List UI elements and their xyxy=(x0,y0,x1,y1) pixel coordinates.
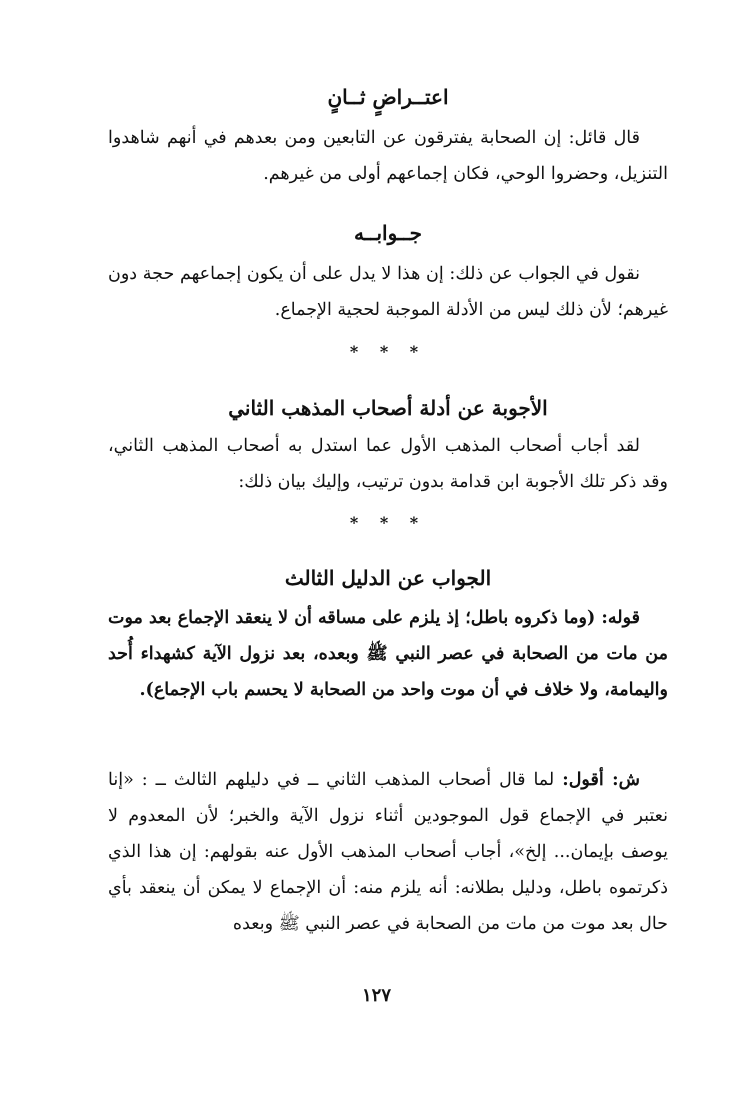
separator-stars: * * * xyxy=(349,342,427,361)
commentary-paragraph xyxy=(108,762,668,942)
objection-paragraph: قال قائل: إن الصحابة يفترقون عن التابعين ومن بعدهم في أنهم شاهدوا التنزيل، وحضروا الوحي، فكان إجماعهم أولى من غيرهم. xyxy=(108,128,668,184)
quote-paragraph: قوله: (وما ذكروه باطل؛ إذ يلزم على مساقه أن لا ينعقد الإجماع بعد موت من مات من الصحابة في عصر النبي ﷺ وبعده، بعد نزول الآية كشهداء أُحد واليمامة، ولا خلاف في أن موت واحد من الصحابة لا يحسم باب الإجماع). xyxy=(108,608,668,700)
third-evidence-heading: الجواب عن الدليل الثالث xyxy=(284,566,492,590)
replies-paragraph: لقد أجاب أصحاب المذهب الأول عما استدل به أصحاب المذهب الثاني، وقد ذكر تلك الأجوبة ابن قدامة بدون ترتيب، وإليك بيان ذلك: xyxy=(108,436,668,492)
answer-paragraph: نقول في الجواب عن ذلك: إن هذا لا يدل على أن يكون إجماعهم حجة دون غيرهم؛ لأن ذلك ليس من الأدلة الموجبة لحجية الإجماع. xyxy=(108,264,668,320)
commentary-text: لما قال أصحاب المذهب الثاني ــ في دليلهم الثالث ــ : «إنا نعتبر في الإجماع قول الموجودين أثناء نزول الآية والخبر؛ لأن المعدوم لا يوصف بإيمان... إلخ»، أجاب أصحاب المذهب الأول عنه بقولهم: إن هذا الذي ذكرتموه باطل، ودليل بطلانه: أنه يلزم منه: أن الإجماع لا يمكن أن ينعقد بأي حال بعد موت من مات من الصحابة في عصر النبي ﷺ وبعده xyxy=(108,770,668,934)
replies-heading: الأجوبة عن أدلة أصحاب المذهب الثاني xyxy=(228,396,548,420)
separator-stars: * * * xyxy=(349,513,427,532)
page-number: ١٢٧ xyxy=(361,985,391,1006)
answer-heading: جــوابــه xyxy=(354,221,422,245)
commentary-label: ش: أقول: xyxy=(562,770,641,790)
objection-heading: اعتــراضٍ ثــانٍ xyxy=(327,85,449,109)
